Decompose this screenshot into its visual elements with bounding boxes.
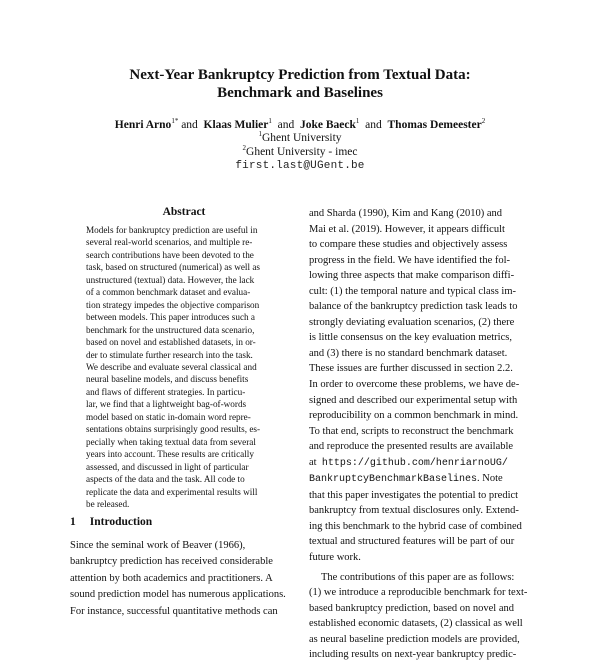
body-line: reproducibility on a common benchmark in mind.	[309, 410, 519, 422]
body-line: is little consensus on the key evaluation metrics,	[309, 332, 512, 344]
body-line: strongly deviating evaluation scenarios, (2) there	[309, 316, 515, 328]
body-line: These issues are further discussed in section 2.2.	[309, 363, 513, 375]
introduction-body	[70, 538, 298, 620]
abstract-heading: Abstract	[162, 206, 206, 218]
abstract-line: neural baseline models, and discuss benefits	[86, 374, 249, 385]
abstract-line: based on novel and established datasets, in or-	[86, 337, 256, 348]
right-column	[309, 206, 537, 663]
abstract-line: assessed, and discussed in light of particular	[86, 461, 249, 472]
abstract-line: der to stimulate further research into the task.	[86, 349, 253, 360]
author-name: Thomas Demeester	[387, 119, 482, 131]
author-list	[0, 118, 600, 132]
author-mark: 1	[355, 117, 360, 125]
section-heading	[70, 516, 152, 528]
abstract-line: benchmark for the unstructured data scenario,	[86, 324, 255, 335]
body-line: and reproduce the presented results are available	[309, 441, 514, 453]
affiliation-mark: 2	[242, 144, 247, 152]
abstract-line: search contributions have been devoted to the	[86, 249, 254, 260]
affiliation-text: Ghent University - imec	[246, 146, 358, 158]
author-name: Klaas Mulier	[203, 119, 269, 131]
abstract-line: of a common benchmark dataset and evalua-	[86, 287, 251, 298]
abstract-line: replicate the data and experimental results will	[86, 486, 258, 497]
abstract-line: model based on static in-domain word repre-	[86, 411, 251, 422]
author-sep: and	[277, 119, 295, 131]
abstract-line: tion strategy impedes the objective comparison	[86, 299, 260, 310]
abstract-line: lar, we find that a lightweight bag-of-words	[86, 399, 247, 410]
body-line: cult: (1) the temporal nature and typical class im-	[309, 285, 517, 297]
body-line: to compare these studies and objectively assess	[309, 239, 508, 251]
body-line: Mai et al. (2019). However, it appears difficult	[309, 223, 505, 235]
body-line: based bankruptcy prediction, based on novel and	[309, 602, 514, 614]
abstract-line: years into account. These results are critically	[86, 449, 254, 460]
intro-line: Since the seminal work of Beaver (1966),	[70, 540, 246, 551]
body-line: progress in the field. We have identified the fol-	[309, 254, 511, 266]
abstract-line: be released.	[86, 498, 130, 509]
section-title: Introduction	[89, 516, 153, 528]
author-mark: 2	[481, 117, 486, 125]
body-line: lowing three aspects that make comparison diffi-	[309, 270, 515, 282]
affiliation	[0, 131, 600, 145]
body-line: that this paper investigates the potential to predict	[309, 489, 519, 501]
abstract-line: Models for bankruptcy prediction are useful in	[86, 225, 258, 235]
body-line: including results on next-year bankruptcy predic-	[309, 649, 517, 661]
abstract-line: unstructured (textual) data. However, the lack	[86, 274, 255, 285]
body-line: The contributions of this paper are as follows:	[321, 571, 515, 583]
abstract-line: We describe and evaluate several classical and	[86, 361, 257, 372]
intro-line: bankruptcy prediction has received considerable	[70, 556, 273, 568]
author-name: Joke Baeck	[300, 119, 356, 131]
intro-line: For instance, successful quantitative methods can	[70, 605, 278, 617]
body-line: ing this benchmark to the hybrid case of combined	[309, 520, 522, 532]
body-line: In order to overcome these problems, we have de-	[309, 379, 520, 391]
author-name: Henri Arno	[114, 119, 172, 131]
intro-line: attention by both academics and practitioners. A	[70, 572, 273, 584]
url-line	[309, 471, 537, 488]
affiliation-mark: 1	[258, 130, 262, 138]
abstract-line: pecially when taking textual data from several	[86, 436, 256, 447]
paper-title	[0, 66, 600, 102]
author-sep: and	[365, 119, 382, 131]
url-suffix: . Note	[477, 473, 503, 485]
abstract-line: aspects of the data and the task. All code to	[86, 474, 245, 485]
abstract-line: task, based on structured (numerical) as well as	[86, 262, 260, 273]
abstract-line: several real-world scenarios, and multiple re-	[86, 237, 253, 248]
body-line: (1) we introduce a reproducible benchmark for text-	[309, 587, 528, 599]
repository-link[interactable]: BankruptcyBenchmarkBaselines	[309, 474, 478, 486]
title-line-2: Benchmark and Baselines	[217, 85, 383, 101]
abstract-line: between models. This paper introduces such a	[86, 312, 255, 323]
author-mark: 1	[268, 117, 272, 125]
body-line: textual and structured features will be part of our	[309, 536, 515, 548]
body-line: future work.	[309, 552, 361, 564]
section-number: 1	[70, 516, 76, 528]
url-line	[309, 455, 537, 472]
repository-link[interactable]: https://github.com/henriarnoUG/	[321, 457, 508, 469]
url-prefix: at	[309, 456, 317, 468]
author-sep: and	[181, 119, 198, 131]
affiliation-text: Ghent University	[261, 132, 342, 144]
abstract-line: sentations obtains surprisingly good results, es-	[86, 424, 261, 435]
body-line: and Sharda (1990), Kim and Kang (2010) and	[309, 208, 503, 219]
title-line-1: Next-Year Bankruptcy Prediction from Textual Data:	[129, 67, 471, 83]
body-line: signed and described our experimental setup with	[309, 394, 518, 406]
abstract-line: and flaws of different strategies. In particu-	[86, 386, 246, 397]
abstract-body	[86, 224, 286, 510]
body-line: and (3) there is no standard benchmark dataset.	[309, 347, 508, 359]
body-line: bankruptcy from textual disclosures only. Extend-	[309, 505, 519, 517]
body-line: established economic datasets, (2) classical as well	[309, 618, 523, 630]
body-line: To that end, scripts to reconstruct the benchmark	[309, 425, 514, 437]
author-mark: 1*	[171, 117, 179, 125]
body-line: balance of the bankruptcy prediction task leads to	[309, 301, 518, 313]
intro-line: sound prediction model has numerous applications.	[70, 589, 286, 601]
affiliation	[0, 145, 600, 159]
body-line: as neural baseline prediction models are provided,	[309, 633, 520, 645]
author-email: first.last@UGent.be	[235, 160, 365, 172]
